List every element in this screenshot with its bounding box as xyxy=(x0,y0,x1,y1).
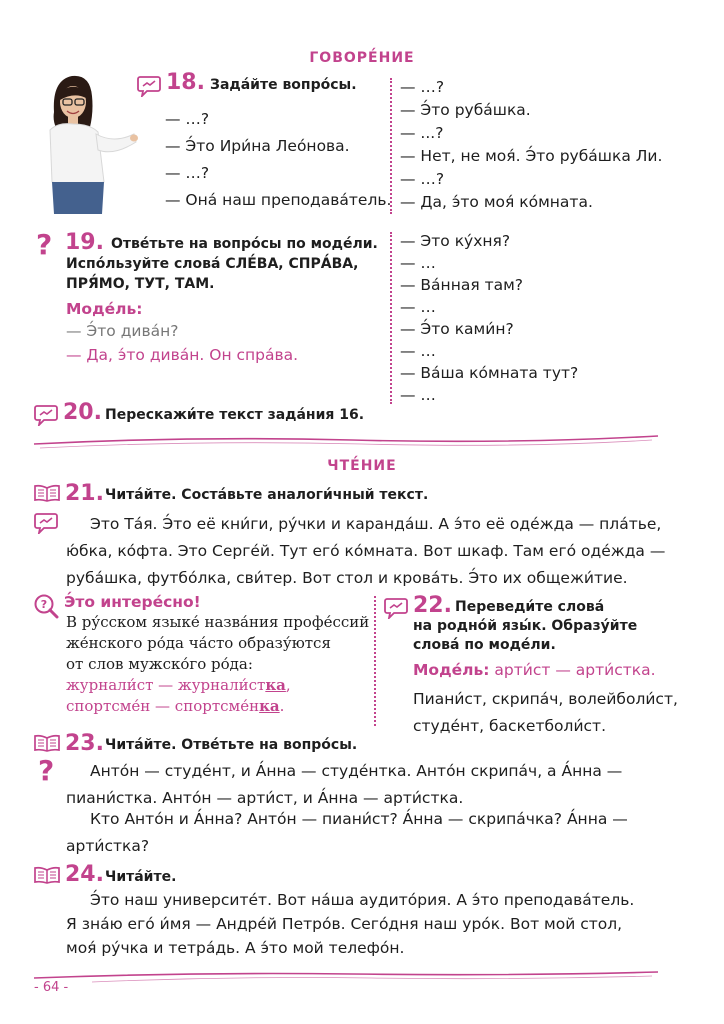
section-title-speaking: ГОВОРЕ́НИЕ xyxy=(309,50,415,66)
exercise-19-task xyxy=(66,234,378,294)
exercise-21-task: Чита́йте. Соста́вьте аналоги́чный текст. xyxy=(105,487,429,503)
text-line: руба́шка, футбо́лка, сви́тер. Вот стол и крова́ть. Э́то их общежи́тие. xyxy=(66,569,628,587)
dialog-line: — … xyxy=(400,298,436,316)
example-suffix: ка xyxy=(265,676,286,694)
divider-dotted xyxy=(390,232,392,404)
exercise-18-right-dialog xyxy=(400,76,662,214)
exercise-18-task: Зада́йте вопро́сы. xyxy=(210,77,357,93)
dialog-line: — … xyxy=(400,342,436,360)
magnifier-question-icon xyxy=(33,593,59,619)
task-line: ПРЯ́МО, ТУТ, ТАМ. xyxy=(66,276,215,292)
exercise-18-left-dialog xyxy=(165,106,391,214)
dialog-line: — … xyxy=(400,386,436,404)
example-end: . xyxy=(279,697,285,715)
dialog-line: — Э́то Ири́на Лео́нова. xyxy=(165,137,350,155)
text-line: ю́бка, ко́фта. Это Серге́й. Тут его́ ко́мната. Вот шкаф. Там его́ оде́жда — xyxy=(66,542,666,560)
svg-text:?: ? xyxy=(40,598,48,611)
speech-bubble-icon xyxy=(34,512,58,534)
dialog-line: — Ва́ша ко́мната тут? xyxy=(400,364,579,382)
section-divider xyxy=(32,430,660,454)
section-title-reading: ЧТЕ́НИЕ xyxy=(327,458,397,474)
dialog-line: — …? xyxy=(400,78,445,96)
dialog-line: — Это ку́хня? xyxy=(400,232,511,250)
text-line: Анто́н — студе́нт, и А́нна — студе́нтка. Анто́н скрипа́ч, а А́нна — xyxy=(90,762,623,780)
example-end: , xyxy=(285,676,291,694)
dialog-line: — Она́ наш преподава́тель. xyxy=(165,191,392,209)
model-label: Моде́ль: xyxy=(413,661,490,679)
question-mark-icon: ? xyxy=(38,754,55,787)
task-line: на родно́й язы́к. Образу́йте xyxy=(413,618,638,634)
open-book-icon xyxy=(33,484,61,502)
task-line: Отве́тьте на вопро́сы по моде́ли. xyxy=(111,236,378,252)
dialog-line: — Да, э́то моя́ ко́мната. xyxy=(400,193,593,211)
text-line: же́нского ро́да ча́сто образу́ются xyxy=(66,634,331,652)
model-question: — Э́то дива́н? xyxy=(66,322,179,340)
text-line: В ру́сском языке́ назва́ния профе́ссий xyxy=(66,613,370,631)
example-line xyxy=(66,675,369,696)
task-line: Переведи́те слова́ xyxy=(455,599,605,615)
model-answer: — Да, э́то дива́н. Он спра́ва. xyxy=(66,346,299,364)
text-line: Это Та́я. Э́то её кни́ги, ру́чки и каранда́ш. А э́то её оде́жда — пла́тье, xyxy=(90,515,662,533)
exercise-21-text xyxy=(66,511,665,592)
divider-dotted xyxy=(374,596,376,726)
bottom-divider xyxy=(32,966,660,988)
interesting-title: Э́то интере́сно! xyxy=(64,593,201,611)
dialog-line: — …? xyxy=(165,110,210,128)
text-line: Э́то наш университе́т. Вот на́ша аудито́рия. А э́то преподава́тель. xyxy=(90,891,635,909)
task-line: Испо́льзуйте слова́ СЛЕ́ВА, СПРА́ВА, xyxy=(66,256,359,272)
dialog-line: — Нет, не моя́. Э́то руба́шка Ли. xyxy=(400,147,663,165)
example-base: журнали́ст — журнали́ст xyxy=(66,676,266,694)
open-book-icon xyxy=(33,866,61,884)
exercise-19-dialog xyxy=(400,230,578,406)
exercise-23-paragraph-2 xyxy=(66,806,628,860)
exercise-24-number: 24. xyxy=(65,862,104,887)
dialog-line: — ...? xyxy=(400,124,444,142)
words-line: Пиани́ст, скрипа́ч, волейболи́ст, xyxy=(413,690,678,708)
exercise-22-task xyxy=(413,598,637,655)
speech-bubble-icon xyxy=(34,404,58,426)
dialog-line: — Э́то руба́шка. xyxy=(400,101,531,119)
exercise-23-number: 23. xyxy=(65,731,104,756)
words-line: студе́нт, баскетболи́ст. xyxy=(413,717,607,735)
exercise-23-paragraph-1 xyxy=(66,758,622,812)
exercise-18-number: 18. xyxy=(166,70,205,95)
dialog-line: — …? xyxy=(400,170,445,188)
exercise-22-number: 22. xyxy=(413,593,452,618)
open-book-icon xyxy=(33,734,61,752)
divider-dotted xyxy=(390,78,392,214)
exercise-22-model xyxy=(413,657,656,684)
text-line: арти́стка? xyxy=(66,837,150,855)
model-label: Моде́ль: xyxy=(66,300,143,318)
exercise-23-task: Чита́йте. Отве́тьте на вопро́сы. xyxy=(105,737,358,753)
exercise-20-number: 20. xyxy=(63,400,102,425)
exercise-20-task: Перескажи́те текст зада́ния 16. xyxy=(105,407,365,423)
page-number: - 64 - xyxy=(34,980,69,995)
text-line: пиани́стка. Анто́н — арти́ст, и А́нна — арти́стка. xyxy=(66,789,464,807)
teacher-illustration xyxy=(38,72,138,214)
text-line: моя́ ру́чка и тетра́дь. А э́то мой телефо́н. xyxy=(66,939,405,957)
dialog-line: — … xyxy=(400,254,436,272)
question-mark-icon: ? xyxy=(36,228,53,261)
example-base: спортсме́н — спортсме́н xyxy=(66,697,260,715)
exercise-19-number: 19. xyxy=(65,230,104,255)
text-line: Кто Анто́н и А́нна? Анто́н — пиани́ст? А́нна — скрипа́чка? А́нна — xyxy=(90,810,628,828)
example-line xyxy=(66,696,369,717)
dialog-line: — Э́то ками́н? xyxy=(400,320,514,338)
exercise-24-task: Чита́йте. xyxy=(105,869,177,885)
exercise-24-text xyxy=(66,888,634,960)
model-text: арти́ст — арти́стка. xyxy=(494,661,656,679)
text-line: Я зна́ю его́ и́мя — Андре́й Петро́в. Сего́дня наш уро́к. Вот мой стол, xyxy=(66,915,623,933)
task-line: слова́ по моде́ли. xyxy=(413,637,556,653)
dialog-line: — Ва́нная там? xyxy=(400,276,524,294)
example-suffix: ка xyxy=(259,697,280,715)
speech-bubble-icon xyxy=(384,597,408,619)
speech-bubble-icon xyxy=(137,75,161,97)
exercise-22-words xyxy=(413,686,678,740)
text-line: от слов мужско́го ро́да: xyxy=(66,655,253,673)
interesting-text xyxy=(66,612,369,717)
dialog-line: — …? xyxy=(165,164,210,182)
exercise-21-number: 21. xyxy=(65,481,104,506)
